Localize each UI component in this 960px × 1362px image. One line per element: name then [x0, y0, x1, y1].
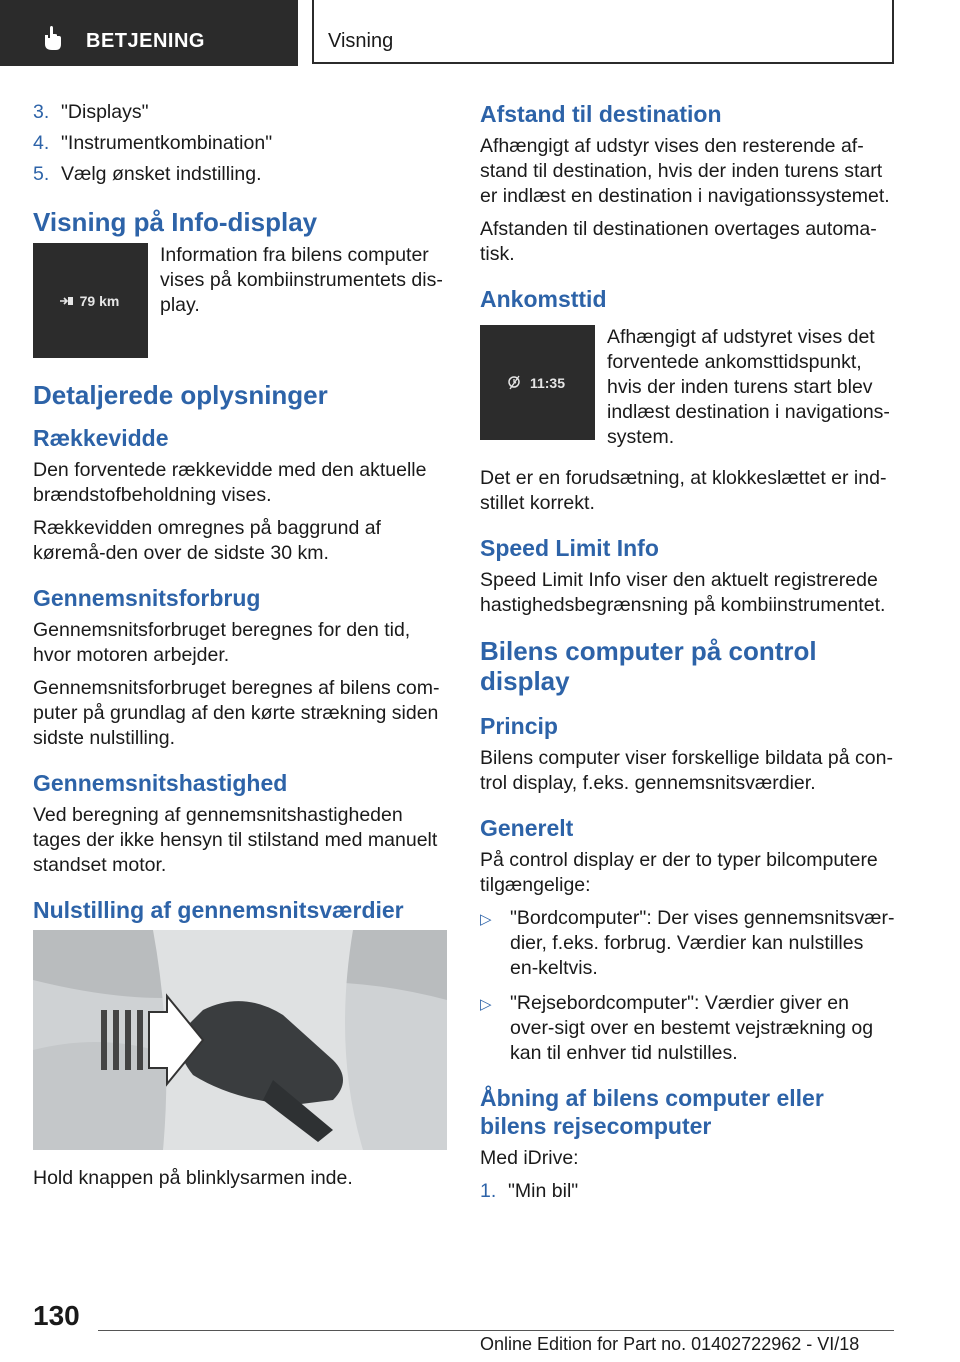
- arrival-text: Afhængigt af udstyret vises det forventede ankomsttidspunkt, hvis der inden turens start blev indlæst destination i navigations-system.: [607, 326, 890, 448]
- info-display-block: [33, 243, 447, 358]
- distance-heading: Afstand til destination: [480, 101, 722, 127]
- edition-note: Online Edition for Part no. 01402722962 - VI/18: [480, 1334, 860, 1354]
- avg-consumption-heading: Gennemsnitsforbrug: [33, 585, 261, 611]
- left-column: [33, 100, 447, 1199]
- info-display-text: Information fra bilens computer vises på kombiinstrumentets dis-play.: [160, 244, 443, 316]
- general-heading: Generelt: [480, 815, 574, 841]
- list-item: [33, 100, 447, 125]
- list-item: [480, 1179, 896, 1204]
- page-title: Visning: [328, 30, 394, 52]
- step-text: "Min bil": [508, 1180, 579, 1202]
- step-number: 1.: [480, 1180, 497, 1202]
- info-display-heading: Visning på Info-display: [33, 207, 318, 237]
- avg-consumption-paragraph-2: Gennemsnitsforbruget beregnes af bilens com-puter på grundlag af den kørte strækning siden sidste nulstilling.: [33, 677, 440, 749]
- open-computer-paragraph: Med iDrive:: [480, 1147, 579, 1169]
- control-display-heading: Bilens computer på control display: [480, 636, 817, 696]
- range-value: 79 km: [79, 293, 120, 309]
- list-item: [33, 131, 447, 156]
- list-item: [480, 991, 896, 1066]
- speed-limit-paragraph: Speed Limit Info viser den aktuelt registrerede hastighedsbegrænsning på kombiinstrumentet.: [480, 569, 886, 616]
- step-number: 4.: [33, 132, 50, 154]
- list-item: [480, 906, 896, 981]
- principle-paragraph: Bilens computer viser forskellige bildata på con-trol display, f.eks. gennemsnitsværdier.: [480, 747, 893, 794]
- arrival-display-image: [480, 325, 595, 440]
- avg-speed-paragraph: Ved beregning af gennemsnitshastigheden tages der ikke hensyn til stilstand med manuelt standset motor.: [33, 804, 438, 876]
- arrival-block: [480, 325, 896, 458]
- reset-heading: Nulstilling af gennemsnitsværdier: [33, 897, 404, 923]
- step-number: 3.: [33, 101, 50, 123]
- footer-divider: [98, 1330, 894, 1331]
- step-number: 5.: [33, 163, 50, 185]
- right-column: [480, 100, 896, 1210]
- step-text: Vælg ønsket indstilling.: [61, 163, 262, 185]
- numbered-steps: [33, 100, 447, 187]
- hand-pointer-icon: [42, 26, 64, 52]
- range-heading: Rækkevidde: [33, 425, 169, 451]
- section-label: BETJENING: [86, 30, 205, 52]
- turn-signal-lever-image: [33, 930, 447, 1150]
- range-paragraph-2: Rækkevidden omregnes på baggrund af køremå-den over de sidste 30 km.: [33, 517, 381, 564]
- triangle-bullet-icon: ▷: [480, 996, 492, 1013]
- step-text: "Instrumentkombination": [61, 132, 273, 154]
- bullet-list: [480, 906, 896, 1066]
- arrival-time-value: 11:35: [529, 375, 566, 391]
- triangle-bullet-icon: ▷: [480, 911, 492, 928]
- range-display-image: [33, 243, 148, 358]
- general-paragraph: På control display er der to typer bilcomputere tilgængelige:: [480, 849, 878, 896]
- step-text: "Displays": [61, 101, 149, 123]
- section-tab: [0, 0, 298, 66]
- range-paragraph-1: Den forventede rækkevidde med den aktuelle brændstofbeholdning vises.: [33, 459, 427, 506]
- details-heading: Detaljerede oplysninger: [33, 380, 328, 410]
- open-computer-heading: Åbning af bilens computer eller bilens rejsecomputer: [480, 1085, 824, 1139]
- avg-speed-heading: Gennemsnitshastighed: [33, 770, 288, 796]
- distance-paragraph-2: Afstanden til destinationen overtages automa-tisk.: [480, 218, 877, 265]
- list-item: [33, 162, 447, 187]
- avg-consumption-paragraph-1: Gennemsnitsforbruget beregnes for den tid, hvor motoren arbejder.: [33, 619, 411, 666]
- distance-paragraph-1: Afhængigt af udstyr vises den resterende af-stand til destination, hvis der inden turens start er indlæst en destination i navigationssystemet.: [480, 135, 890, 207]
- bullet-text: "Bordcomputer": Der vises gennemsnitsvær-dier, f.eks. forbrug. Værdier kan nulstilles en-keltvis.: [510, 907, 895, 979]
- principle-heading: Princip: [480, 713, 558, 739]
- arrival-heading: Ankomsttid: [480, 286, 607, 312]
- page-number: 130: [33, 1300, 80, 1331]
- bullet-text: "Rejsebordcomputer": Værdier giver en over-sigt over en bestemt vejstrækning og kan til enhver tid nulstilles.: [510, 992, 874, 1064]
- reset-caption: Hold knappen på blinklysarmen inde.: [33, 1167, 353, 1189]
- speed-limit-heading: Speed Limit Info: [480, 535, 659, 561]
- arrival-paragraph-2: Det er en forudsætning, at klokkeslættet er ind-stillet korrekt.: [480, 467, 887, 514]
- page-header: [312, 0, 894, 64]
